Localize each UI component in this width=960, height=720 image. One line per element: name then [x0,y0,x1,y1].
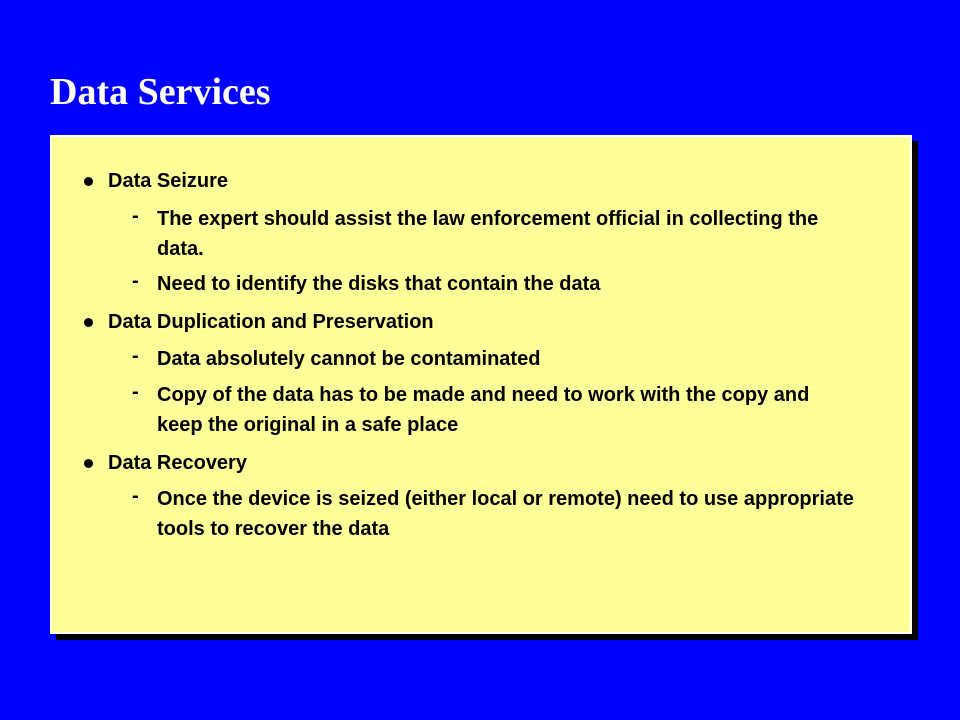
content-panel [50,135,912,634]
bullet-dot-icon [84,318,93,327]
bullet-label: Data Seizure [108,170,229,192]
slide-title: Data Services [50,71,271,113]
dash-icon: - [132,381,139,403]
bullet-dot-icon [84,177,93,186]
sub-item-text: Data absolutely cannot be contaminated [157,348,541,370]
dash-icon: - [132,345,139,367]
sub-item-text: Once the device is seized (either local or remote) need to use appropriate tools to recover the data [157,488,854,540]
bullet-dot-icon [84,459,93,468]
sub-item-text: Need to identify the disks that contain the data [157,273,601,295]
dash-icon: - [132,485,139,507]
sub-item-text: Copy of the data has to be made and need to work with the copy and keep the original in a safe place [157,384,810,436]
dash-icon: - [132,270,139,292]
dash-icon: - [132,205,139,227]
sub-item-text: The expert should assist the law enforcement official in collecting the data. [157,208,819,260]
bullet-label: Data Duplication and Preservation [108,311,434,333]
bullet-label: Data Recovery [108,452,247,474]
content-list [52,137,910,632]
